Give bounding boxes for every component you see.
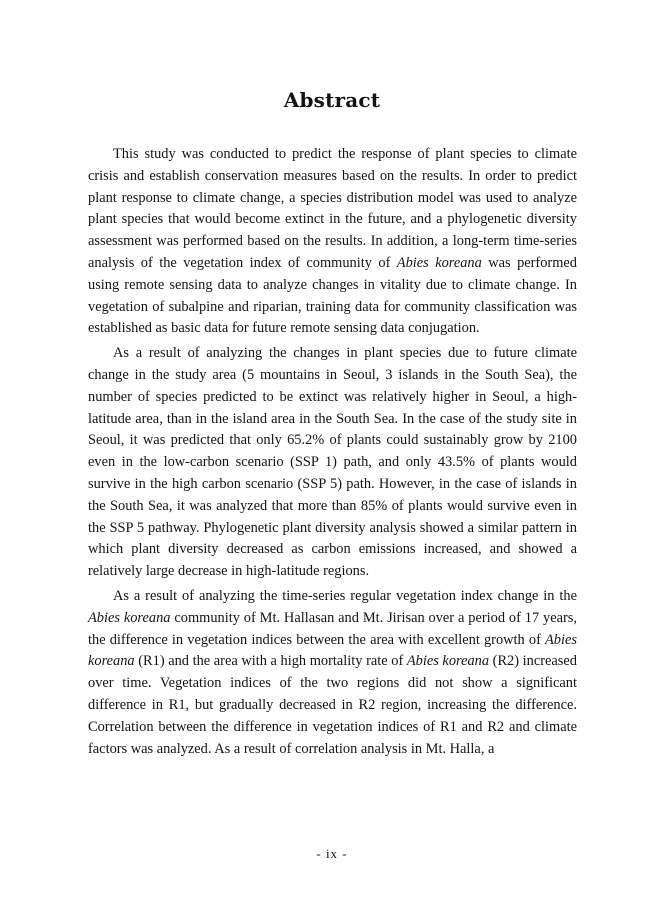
text-run: community of Mt. Hallasan and Mt. Jirisan over a period of 17 years, the difference in vegetation indices between the area with excellent growth of <box>88 609 577 648</box>
page-number: - ix - <box>316 846 348 861</box>
paragraph-1 <box>88 144 577 340</box>
text-run: As a result of analyzing the time-series regular vegetation index change in the <box>113 587 577 604</box>
abstract-body <box>88 144 577 760</box>
paragraph-3 <box>88 586 577 760</box>
text-run: was performed using remote sensing data to analyze changes in vitality due to climate change. In vegetation of subalpine and riparian, training data for community classification was established as basic data for future remote sensing data conjugation. <box>88 254 577 337</box>
text-run: As a result of analyzing the changes in plant species due to future climate change in the study area (5 mountains in Seoul, 3 islands in the South Sea), the number of species predicted to be extinct was relatively higher in Seoul, a high-latitude area, than in the island area in the South Sea. In the case of the study site in Seoul, it was predicted that only 65.2% of plants could sustainably grow by 2100 even in the low-carbon scenario (SSP 1) path, and only 43.5% of plants would survive in the high carbon scenario (SSP 5) path. However, in the case of islands in the South Sea, it was analyzed that more than 85% of plants would survive even in the SSP 5 pathway. Phylogenetic plant diversity analysis showed a similar pattern in which plant diversity decreased as carbon emissions increased, and showed a relatively large decrease in high-latitude regions. <box>88 345 577 580</box>
species-name: Abies koreana <box>406 653 490 670</box>
paragraph-2 <box>88 343 577 583</box>
text-run: (R1) and the area with a high mortality rate of <box>134 653 407 670</box>
text-run: This study was conducted to predict the response of plant species to climate crisis and establish conservation measures based on the results. In order to predict plant response to climate change, a species distribution model was used to analyze plant species that would become extinct in the future, and a phylogenetic diversity assessment was performed based on the results. In addition, a long-term time-series analysis of the vegetation index of community of <box>88 146 577 271</box>
species-name: Abies koreana <box>88 631 577 670</box>
species-name: Abies koreana <box>396 254 482 271</box>
species-name: Abies koreana <box>88 609 171 626</box>
page-title: Abstract <box>283 88 381 112</box>
text-run: (R2) increased over time. Vegetation indices of the two regions did not show a significant difference in R1, but gradually decreased in R2 region, increasing the difference. Correlation between the difference in vegetation indices of R1 and R2 and climate factors was analyzed. As a result of correlation analysis in Mt. Halla, a <box>88 653 577 757</box>
